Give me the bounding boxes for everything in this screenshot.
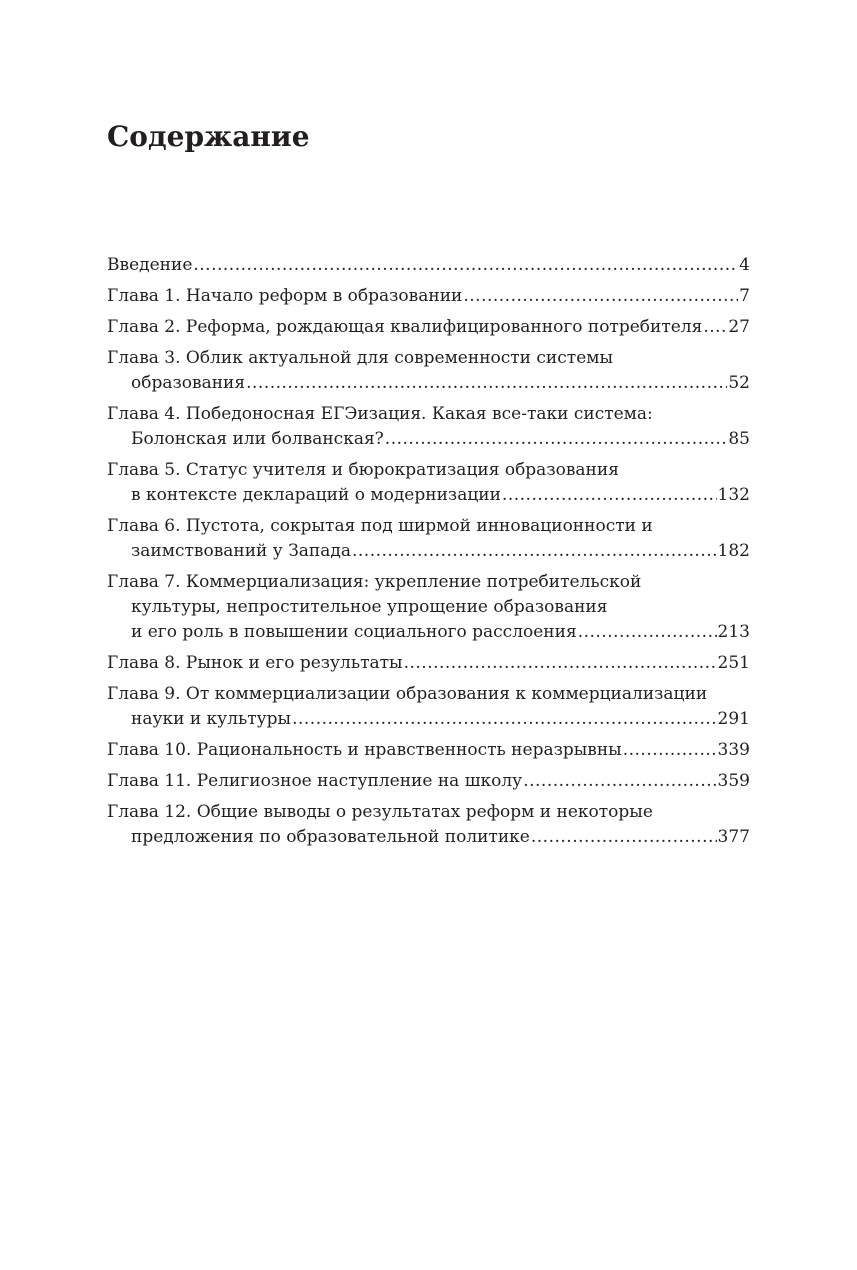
toc-line — [107, 427, 750, 452]
toc-entry-title: Глава 4. Победоносная ЕГЭизация. Какая все-таки система: — [107, 404, 653, 424]
dot-leader — [385, 427, 728, 452]
dot-leader — [246, 371, 727, 396]
toc-entry-title: Глава 5. Статус учителя и бюрократизация образования — [107, 460, 619, 480]
toc-entry-title-continuation: науки и культуры — [131, 709, 292, 729]
toc-line — [107, 315, 750, 340]
toc-entry[interactable] — [107, 651, 750, 676]
toc-page-number: 359 — [717, 771, 750, 791]
toc-page-number: 4 — [739, 255, 750, 275]
toc-entry-title: Глава 8. Рынок и его результаты — [107, 653, 403, 673]
toc-line — [107, 253, 750, 278]
toc-line — [107, 651, 750, 676]
toc-entry-title-continuation: предложения по образовательной политике — [131, 827, 530, 847]
toc-entry[interactable] — [107, 402, 750, 452]
toc-line — [107, 825, 750, 850]
dot-leader — [623, 738, 717, 763]
toc-entry-title-continuation: культуры, непростительное упрощение образования — [131, 597, 608, 617]
toc-entry-title-continuation: заимствований у Запада — [131, 541, 351, 561]
toc-line — [107, 620, 750, 645]
dot-leader — [193, 253, 738, 278]
toc-entry[interactable] — [107, 800, 750, 850]
toc-page-number: 251 — [717, 653, 750, 673]
dot-leader — [523, 769, 716, 794]
toc-entry-title: Глава 12. Общие выводы о результатах реформ и некоторые — [107, 802, 653, 822]
toc-entry[interactable] — [107, 682, 750, 732]
dot-leader — [352, 539, 717, 564]
dot-leader — [531, 825, 717, 850]
toc-entry-title-continuation: Болонская или болванская? — [131, 429, 384, 449]
toc-entry-title-continuation: в контексте деклараций о модернизации — [131, 485, 501, 505]
dot-leader — [703, 315, 727, 340]
dot-leader — [292, 707, 716, 732]
toc-entry-title: Глава 6. Пустота, сокрытая под ширмой инновационности и — [107, 516, 653, 536]
toc-line — [107, 738, 750, 763]
toc-page-number: 132 — [717, 485, 750, 505]
toc-entry[interactable] — [107, 458, 750, 508]
toc-entry[interactable] — [107, 570, 750, 645]
toc-page-number: 52 — [728, 373, 750, 393]
dot-leader — [578, 620, 717, 645]
page-title: Содержание — [107, 120, 310, 153]
toc-entry-title-continuation: и его роль в повышении социального расслоения — [131, 622, 577, 642]
dot-leader — [502, 483, 717, 508]
toc-entry[interactable] — [107, 315, 750, 340]
toc-entry-title: Глава 1. Начало реформ в образовании — [107, 286, 463, 306]
toc-page-number: 27 — [728, 317, 750, 337]
toc-line — [107, 284, 750, 309]
toc-entry[interactable] — [107, 253, 750, 278]
toc-entry-title: Глава 7. Коммерциализация: укрепление потребительской — [107, 572, 642, 592]
toc-entry[interactable] — [107, 738, 750, 763]
toc-entry[interactable] — [107, 514, 750, 564]
toc-entry-title: Глава 11. Религиозное наступление на школу — [107, 771, 523, 791]
toc-line — [107, 539, 750, 564]
toc-line — [107, 769, 750, 794]
toc-entry-title: Введение — [107, 255, 193, 275]
toc-page-number: 291 — [717, 709, 750, 729]
toc-entry-title: Глава 3. Облик актуальной для современности системы — [107, 348, 614, 368]
dot-leader — [463, 284, 738, 309]
dot-leader — [404, 651, 717, 676]
toc-entry-title-continuation: образования — [131, 373, 246, 393]
toc-entry[interactable] — [107, 284, 750, 309]
toc-entry[interactable] — [107, 769, 750, 794]
toc-page-number: 213 — [717, 622, 750, 642]
table-of-contents — [107, 253, 750, 856]
toc-page-number: 7 — [739, 286, 750, 306]
toc-page-number: 182 — [717, 541, 750, 561]
toc-page-number: 377 — [717, 827, 750, 847]
toc-entry[interactable] — [107, 346, 750, 396]
toc-entry-title: Глава 10. Рациональность и нравственность неразрывны — [107, 740, 622, 760]
toc-entry-title: Глава 2. Реформа, рождающая квалифицированного потребителя — [107, 317, 703, 337]
toc-page-number: 339 — [717, 740, 750, 760]
toc-entry-title: Глава 9. От коммерциализации образования к коммерциализации — [107, 684, 708, 704]
toc-line — [107, 371, 750, 396]
toc-page-number: 85 — [728, 429, 750, 449]
toc-line — [107, 707, 750, 732]
toc-line — [107, 483, 750, 508]
